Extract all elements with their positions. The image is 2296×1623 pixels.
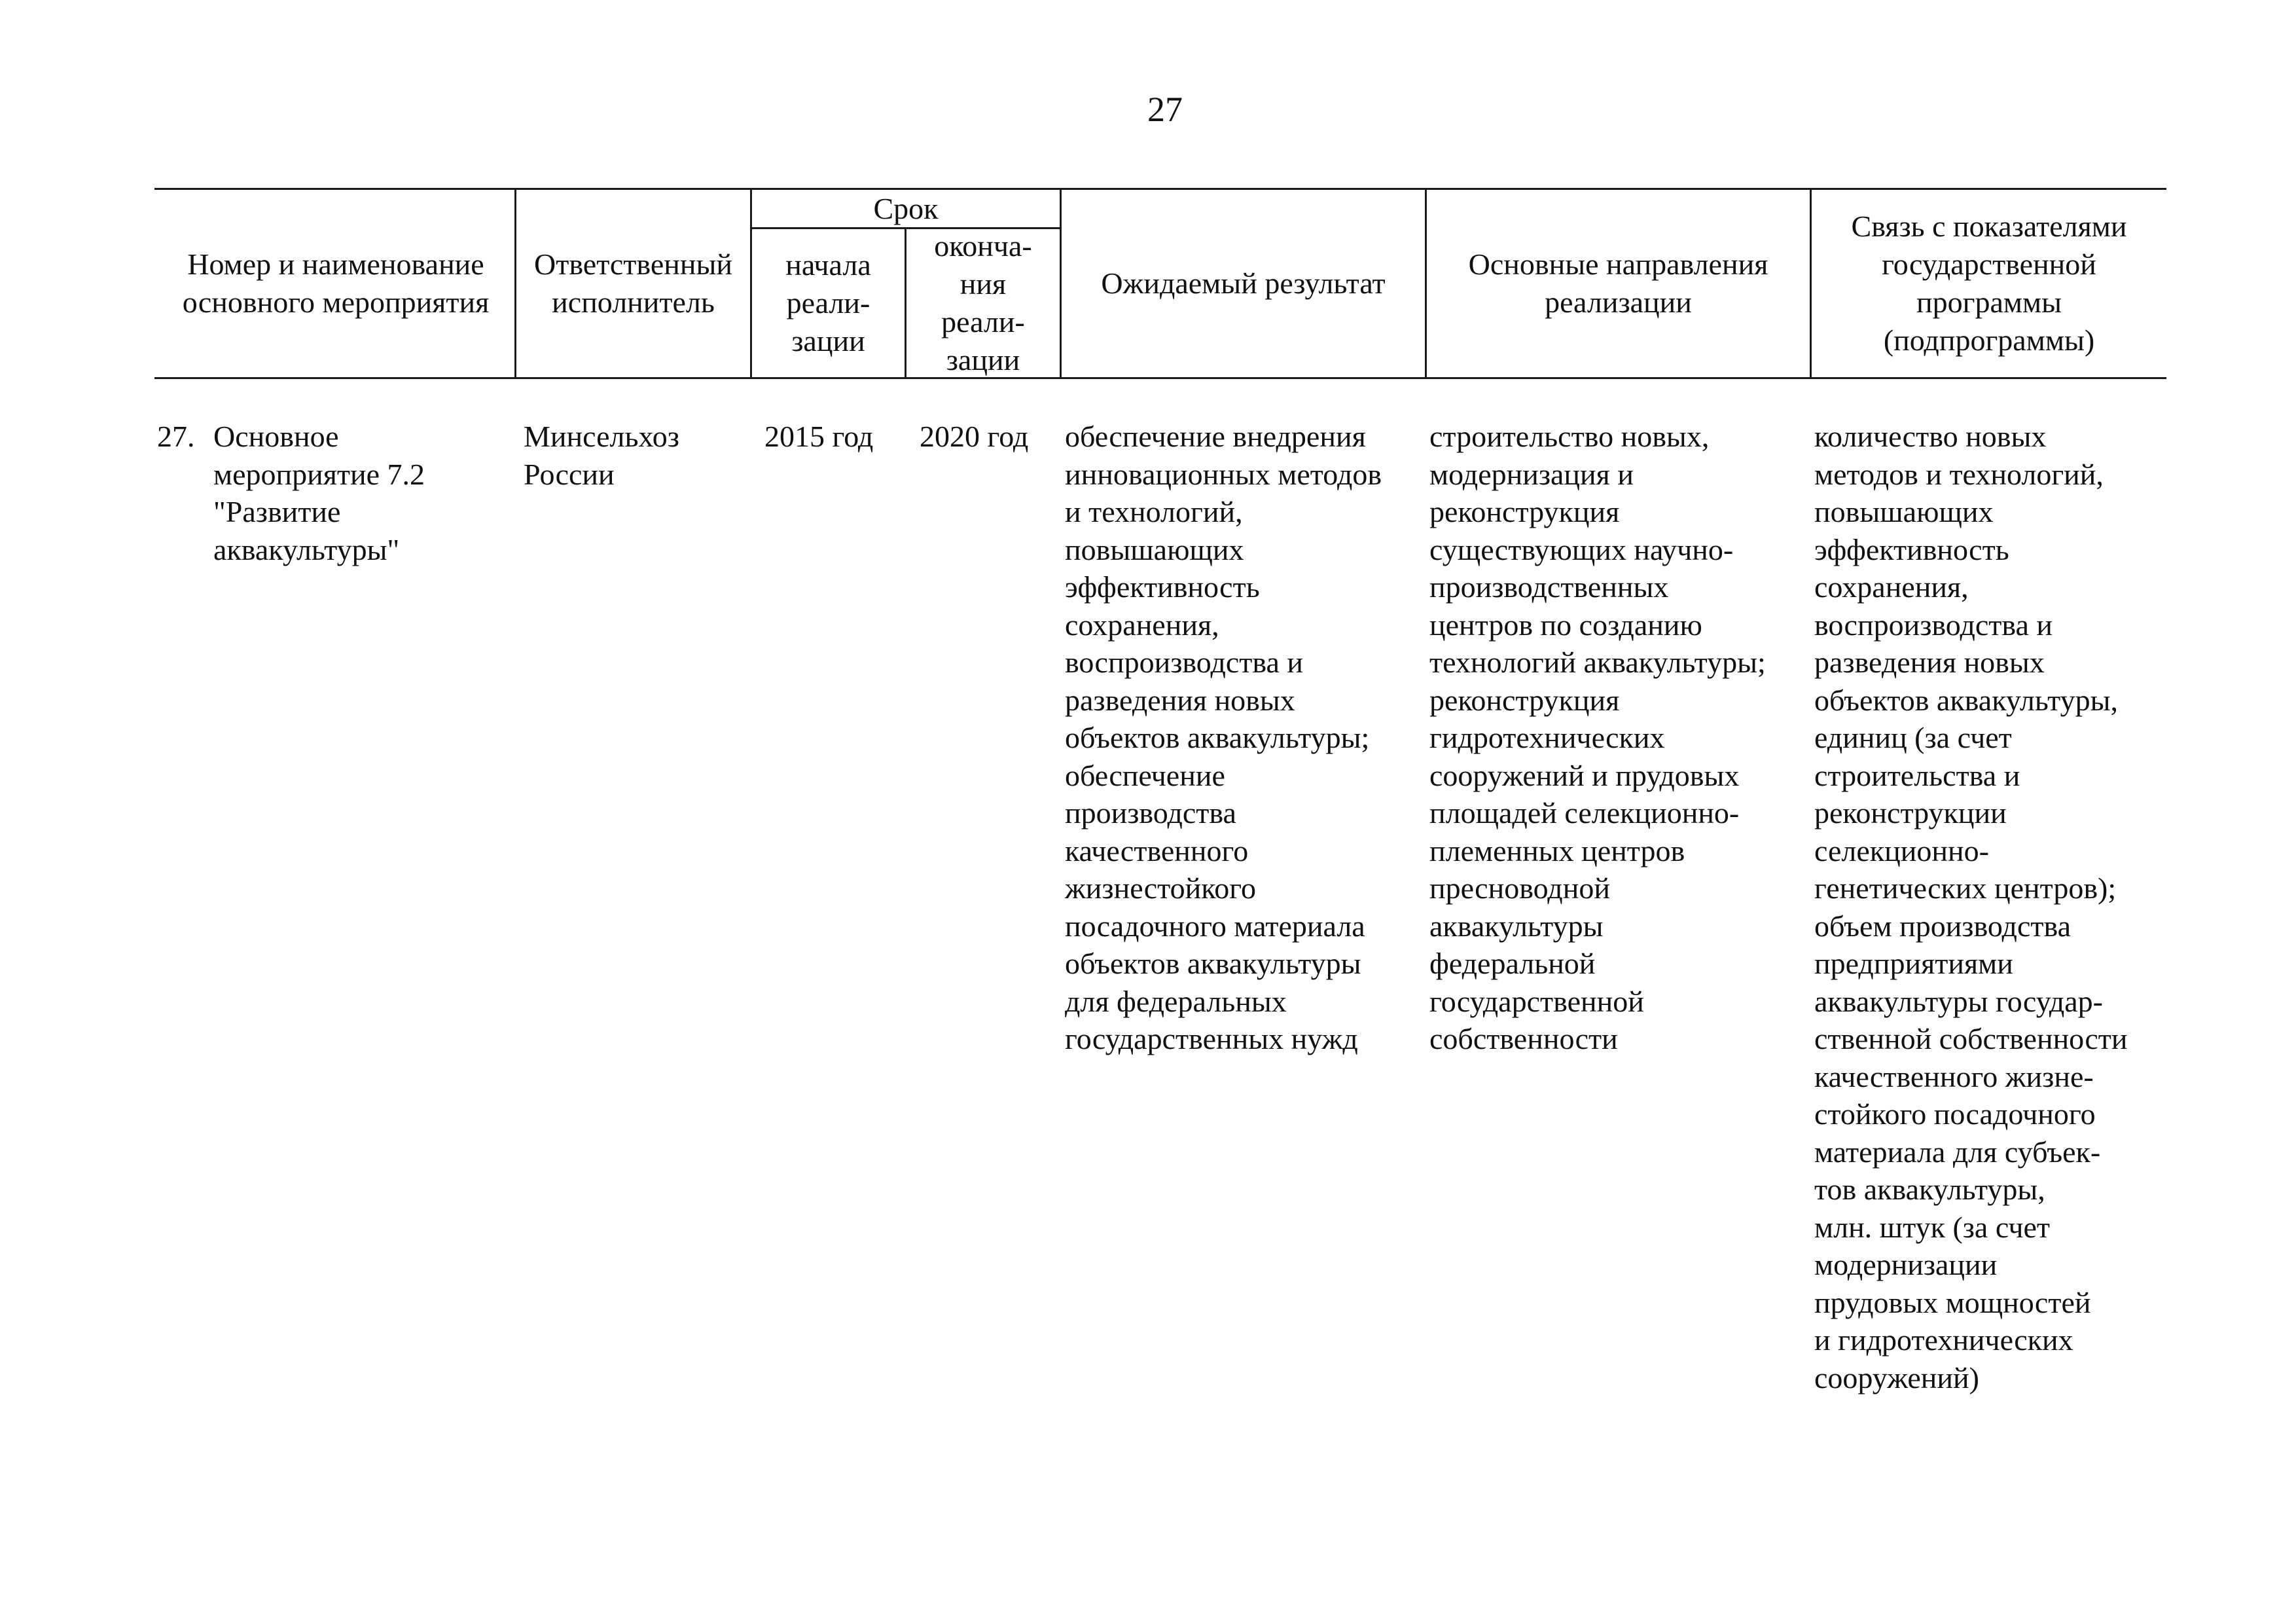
header-executor: Ответственный исполнитель — [534, 247, 732, 319]
header-name: Номер и наименование основного мероприятия — [182, 247, 490, 319]
row-end: 2020 год — [920, 420, 1029, 453]
page-number: 27 — [1147, 90, 1183, 129]
header-term: Срок — [873, 191, 939, 225]
header-term-end: оконча- ния реали- зации — [934, 229, 1032, 376]
row-result: обеспечение внедрения инновационных методов и технологий, повышающих эффективность сохранения, воспроизводства и разведения новых объектов аквакультуры; обеспечение производства качественного жизнестойкого посадочного материала объектов аквакультуры для федеральных государственных нужд — [1065, 420, 1382, 1055]
header-term-start: начала реали- зации — [785, 248, 871, 357]
row-indicators: количество новых методов и технологий, повышающих эффективность сохранения, воспроизводства и разведения новых объектов аквакультуры, единиц (за счет строительства и реконструкции селекционно- генетических центров); объем производства предприятиями аквакультуры государ- ственной собственности качественного жизне- стойкого посадочного материала для субъек- тов аквакультуры, млн. штук (за счет модернизации прудовых мощностей и гидротехнических сооружений) — [1814, 420, 2128, 1395]
header-result: Ожидаемый результат — [1101, 266, 1386, 300]
row-executor: Минсельхоз России — [524, 420, 679, 491]
row-name: Основное мероприятие 7.2 "Развитие аквакультуры" — [213, 420, 425, 566]
row-start: 2015 год — [764, 420, 874, 453]
row-directions: строительство новых, модернизация и реконструкция существующих научно- производственных центров по созданию технологий аквакультуры; реконструкция гидротехнических сооружений и прудовых площадей селекционно- племенных центров пресноводной аквакультуры федеральной государственной собственности — [1429, 420, 1766, 1055]
header-directions: Основные направления реализации — [1468, 247, 1768, 319]
row-number: 27. — [157, 420, 195, 453]
header-indicators: Связь с показателями государственной программы (подпрограммы) — [1851, 210, 2127, 357]
header-bottom-border — [154, 377, 2166, 379]
